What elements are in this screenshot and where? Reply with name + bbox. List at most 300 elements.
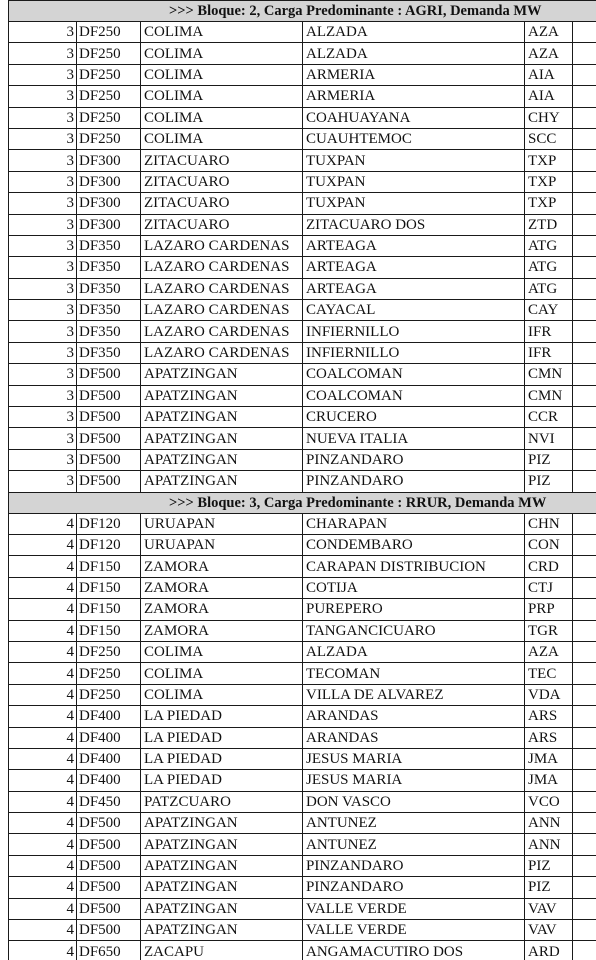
table-row [9,877,596,898]
table-row [9,513,596,534]
zone-name-cell: COLIMA [141,64,303,85]
zone-name-cell: LA PIEDAD [141,770,303,791]
division-code-cell: DF250 [77,663,141,684]
zone-name-cell: COLIMA [141,663,303,684]
division-code-cell: DF500 [77,364,141,385]
block-number-cell: 4 [9,599,77,620]
zone-name-cell: ZAMORA [141,599,303,620]
block-number-cell: 3 [9,342,77,363]
block-number-cell: 4 [9,620,77,641]
zone-name-cell: URUAPAN [141,534,303,555]
blank-cell [573,321,596,342]
division-code-cell: DF400 [77,770,141,791]
substation-name-cell: ANTUNEZ [303,813,525,834]
block-header-text: >>> Bloque: 2, Carga Predominante : AGRI, Demanda MW [9,1,596,22]
table-row [9,43,596,64]
table-row [9,663,596,684]
division-code-cell: DF250 [77,128,141,149]
division-code-cell: DF300 [77,214,141,235]
table-row [9,128,596,149]
zone-name-cell: APATZINGAN [141,385,303,406]
block-header-row [9,1,596,22]
substation-name-cell: ARTEAGA [303,257,525,278]
substation-code-cell: ARS [525,706,573,727]
division-code-cell: DF500 [77,855,141,876]
substation-code-cell: CHN [525,513,573,534]
blank-cell [573,449,596,470]
substation-name-cell: PINZANDARO [303,877,525,898]
table-row [9,941,596,960]
table-row [9,300,596,321]
block-number-cell: 4 [9,941,77,960]
zone-name-cell: APATZINGAN [141,449,303,470]
table-row [9,577,596,598]
substation-code-cell: VAV [525,898,573,919]
substation-name-cell: ARMERIA [303,86,525,107]
block-number-cell: 3 [9,428,77,449]
zone-name-cell: LAZARO CARDENAS [141,321,303,342]
substation-name-cell: JESUS MARIA [303,770,525,791]
blank-cell [573,941,596,960]
table-row [9,834,596,855]
zone-name-cell: APATZINGAN [141,855,303,876]
zone-name-cell: APATZINGAN [141,813,303,834]
substation-code-cell: JMA [525,748,573,769]
blank-cell [573,577,596,598]
substation-code-cell: AZA [525,641,573,662]
block-number-cell: 4 [9,770,77,791]
division-code-cell: DF250 [77,684,141,705]
zone-name-cell: LAZARO CARDENAS [141,300,303,321]
table-row [9,471,596,492]
substation-code-cell: JMA [525,770,573,791]
table-row [9,342,596,363]
blank-cell [573,641,596,662]
table-row [9,64,596,85]
table-row [9,684,596,705]
substation-code-cell: CHY [525,107,573,128]
table-row [9,150,596,171]
block-number-cell: 4 [9,877,77,898]
division-code-cell: DF250 [77,86,141,107]
zone-name-cell: COLIMA [141,107,303,128]
substation-code-cell: CON [525,534,573,555]
block-number-cell: 3 [9,407,77,428]
substation-name-cell: ARANDAS [303,727,525,748]
substation-code-cell: ARD [525,941,573,960]
block-header-row [9,492,596,513]
blank-cell [573,150,596,171]
substation-name-cell: COALCOMAN [303,364,525,385]
zone-name-cell: LA PIEDAD [141,706,303,727]
blank-cell [573,22,596,43]
division-code-cell: DF500 [77,407,141,428]
substation-code-cell: IFR [525,342,573,363]
blank-cell [573,64,596,85]
substation-code-cell: IFR [525,321,573,342]
substation-name-cell: ANGAMACUTIRO DOS [303,941,525,960]
table-row [9,214,596,235]
substation-code-cell: PIZ [525,877,573,898]
substation-code-cell: TXP [525,150,573,171]
zone-name-cell: ZAMORA [141,556,303,577]
zone-name-cell: PATZCUARO [141,791,303,812]
table-row [9,278,596,299]
substation-name-cell: ARTEAGA [303,278,525,299]
division-code-cell: DF350 [77,342,141,363]
substation-code-cell: PIZ [525,471,573,492]
zone-name-cell: APATZINGAN [141,407,303,428]
block-number-cell: 3 [9,193,77,214]
blank-cell [573,748,596,769]
substation-code-cell: CRD [525,556,573,577]
substation-name-cell: VILLA DE ALVAREZ [303,684,525,705]
zone-name-cell: APATZINGAN [141,834,303,855]
blank-cell [573,385,596,406]
block-number-cell: 3 [9,214,77,235]
block-number-cell: 4 [9,813,77,834]
zone-name-cell: APATZINGAN [141,898,303,919]
substation-name-cell: CRUCERO [303,407,525,428]
table-row [9,770,596,791]
substation-code-cell: PIZ [525,449,573,470]
substation-name-cell: ARTEAGA [303,235,525,256]
block-number-cell: 3 [9,235,77,256]
substation-name-cell: ARMERIA [303,64,525,85]
substation-name-cell: ZITACUARO DOS [303,214,525,235]
block-number-cell: 3 [9,43,77,64]
substation-name-cell: CAYACAL [303,300,525,321]
substation-name-cell: ALZADA [303,641,525,662]
block-number-cell: 4 [9,898,77,919]
substation-code-cell: ANN [525,834,573,855]
block-number-cell: 3 [9,150,77,171]
zone-name-cell: ZITACUARO [141,171,303,192]
substation-name-cell: PINZANDARO [303,471,525,492]
zone-name-cell: APATZINGAN [141,471,303,492]
table-row [9,364,596,385]
block-number-cell: 4 [9,684,77,705]
blank-cell [573,877,596,898]
blank-cell [573,834,596,855]
zone-name-cell: COLIMA [141,86,303,107]
division-code-cell: DF650 [77,941,141,960]
table-row [9,86,596,107]
zone-name-cell: ZAMORA [141,620,303,641]
zone-name-cell: LAZARO CARDENAS [141,278,303,299]
substation-name-cell: CARAPAN DISTRIBUCION [303,556,525,577]
division-code-cell: DF250 [77,64,141,85]
block-number-cell: 4 [9,706,77,727]
substation-code-cell: NVI [525,428,573,449]
block-number-cell: 3 [9,171,77,192]
substation-name-cell: PINZANDARO [303,449,525,470]
block-number-cell: 3 [9,364,77,385]
table-row [9,321,596,342]
block-number-cell: 4 [9,727,77,748]
table-row [9,855,596,876]
block-header-text: >>> Bloque: 3, Carga Predominante : RRUR, Demanda MW [9,492,596,513]
blank-cell [573,534,596,555]
division-code-cell: DF300 [77,193,141,214]
substation-name-cell: COAHUAYANA [303,107,525,128]
block-number-cell: 4 [9,663,77,684]
substation-name-cell: INFIERNILLO [303,342,525,363]
division-code-cell: DF500 [77,813,141,834]
division-code-cell: DF500 [77,834,141,855]
substation-name-cell: CONDEMBARO [303,534,525,555]
block-number-cell: 3 [9,278,77,299]
substation-name-cell: ARANDAS [303,706,525,727]
blank-cell [573,428,596,449]
substation-code-cell: ATG [525,278,573,299]
blank-cell [573,898,596,919]
block-number-cell: 4 [9,791,77,812]
block-number-cell: 4 [9,513,77,534]
substation-code-cell: VAV [525,920,573,941]
table-row [9,898,596,919]
block-number-cell: 3 [9,300,77,321]
table-body [9,1,596,960]
blank-cell [573,107,596,128]
table-row [9,791,596,812]
division-code-cell: DF300 [77,171,141,192]
blank-cell [573,620,596,641]
table-row [9,920,596,941]
block-number-cell: 4 [9,748,77,769]
blank-cell [573,86,596,107]
table-row [9,813,596,834]
division-code-cell: DF350 [77,278,141,299]
block-number-cell: 4 [9,920,77,941]
zone-name-cell: ZITACUARO [141,193,303,214]
block-number-cell: 4 [9,556,77,577]
division-code-cell: DF350 [77,321,141,342]
substation-name-cell: TUXPAN [303,193,525,214]
division-code-cell: DF500 [77,898,141,919]
division-code-cell: DF400 [77,748,141,769]
zone-name-cell: APATZINGAN [141,877,303,898]
division-code-cell: DF150 [77,620,141,641]
division-code-cell: DF120 [77,513,141,534]
block-number-cell: 3 [9,471,77,492]
blank-cell [573,920,596,941]
substation-name-cell: COALCOMAN [303,385,525,406]
blank-cell [573,663,596,684]
zone-name-cell: LA PIEDAD [141,748,303,769]
table-row [9,193,596,214]
substation-code-cell: CAY [525,300,573,321]
table-row [9,22,596,43]
blank-cell [573,407,596,428]
blank-cell [573,214,596,235]
division-code-cell: DF250 [77,43,141,64]
substation-code-cell: AZA [525,43,573,64]
blank-cell [573,770,596,791]
division-code-cell: DF400 [77,706,141,727]
zone-name-cell: COLIMA [141,684,303,705]
block-number-cell: 3 [9,22,77,43]
division-code-cell: DF250 [77,22,141,43]
block-number-cell: 4 [9,834,77,855]
substation-name-cell: TECOMAN [303,663,525,684]
zone-name-cell: COLIMA [141,22,303,43]
table-row [9,171,596,192]
substation-code-cell: ATG [525,235,573,256]
division-code-cell: DF120 [77,534,141,555]
substation-table [8,0,596,960]
table-row [9,641,596,662]
block-number-cell: 3 [9,128,77,149]
blank-cell [573,171,596,192]
substation-name-cell: VALLE VERDE [303,898,525,919]
substation-name-cell: TUXPAN [303,171,525,192]
substation-name-cell: ALZADA [303,22,525,43]
division-code-cell: DF250 [77,641,141,662]
substation-code-cell: TXP [525,171,573,192]
blank-cell [573,599,596,620]
division-code-cell: DF450 [77,791,141,812]
zone-name-cell: ZAMORA [141,577,303,598]
substation-code-cell: ARS [525,727,573,748]
substation-code-cell: TXP [525,193,573,214]
division-code-cell: DF500 [77,471,141,492]
block-number-cell: 3 [9,64,77,85]
blank-cell [573,128,596,149]
division-code-cell: DF150 [77,556,141,577]
blank-cell [573,193,596,214]
division-code-cell: DF350 [77,235,141,256]
table-row [9,556,596,577]
table-row [9,748,596,769]
division-code-cell: DF300 [77,150,141,171]
table-row [9,407,596,428]
substation-code-cell: AZA [525,22,573,43]
table-row [9,449,596,470]
substation-name-cell: TANGANCICUARO [303,620,525,641]
substation-code-cell: ATG [525,257,573,278]
division-code-cell: DF250 [77,107,141,128]
table-row [9,235,596,256]
division-code-cell: DF350 [77,300,141,321]
block-number-cell: 3 [9,321,77,342]
substation-name-cell: CHARAPAN [303,513,525,534]
division-code-cell: DF500 [77,877,141,898]
zone-name-cell: LAZARO CARDENAS [141,235,303,256]
substation-code-cell: AIA [525,64,573,85]
substation-name-cell: COTIJA [303,577,525,598]
substation-name-cell: INFIERNILLO [303,321,525,342]
substation-code-cell: VCO [525,791,573,812]
substation-code-cell: PRP [525,599,573,620]
blank-cell [573,342,596,363]
zone-name-cell: LAZARO CARDENAS [141,257,303,278]
blank-cell [573,278,596,299]
table-row [9,534,596,555]
blank-cell [573,235,596,256]
table-row [9,727,596,748]
division-code-cell: DF500 [77,428,141,449]
substation-code-cell: VDA [525,684,573,705]
substation-name-cell: JESUS MARIA [303,748,525,769]
zone-name-cell: ZITACUARO [141,214,303,235]
zone-name-cell: COLIMA [141,641,303,662]
substation-code-cell: CMN [525,385,573,406]
blank-cell [573,300,596,321]
block-number-cell: 4 [9,641,77,662]
substation-code-cell: ZTD [525,214,573,235]
zone-name-cell: APATZINGAN [141,428,303,449]
substation-name-cell: VALLE VERDE [303,920,525,941]
substation-name-cell: DON VASCO [303,791,525,812]
zone-name-cell: LAZARO CARDENAS [141,342,303,363]
block-number-cell: 4 [9,855,77,876]
blank-cell [573,257,596,278]
blank-cell [573,556,596,577]
zone-name-cell: URUAPAN [141,513,303,534]
zone-name-cell: LA PIEDAD [141,727,303,748]
zone-name-cell: APATZINGAN [141,920,303,941]
substation-name-cell: PINZANDARO [303,855,525,876]
zone-name-cell: COLIMA [141,43,303,64]
block-number-cell: 3 [9,449,77,470]
blank-cell [573,513,596,534]
block-number-cell: 4 [9,577,77,598]
zone-name-cell: ZACAPU [141,941,303,960]
table-row [9,428,596,449]
blank-cell [573,364,596,385]
substation-code-cell: AIA [525,86,573,107]
table-row [9,706,596,727]
division-code-cell: DF400 [77,727,141,748]
block-number-cell: 3 [9,86,77,107]
blank-cell [573,813,596,834]
table-row [9,385,596,406]
substation-name-cell: ANTUNEZ [303,834,525,855]
substation-name-cell: ALZADA [303,43,525,64]
zone-name-cell: COLIMA [141,128,303,149]
substation-code-cell: TEC [525,663,573,684]
substation-name-cell: NUEVA ITALIA [303,428,525,449]
substation-name-cell: PUREPERO [303,599,525,620]
table-row [9,620,596,641]
division-code-cell: DF500 [77,920,141,941]
substation-code-cell: CMN [525,364,573,385]
substation-name-cell: TUXPAN [303,150,525,171]
substation-name-cell: CUAUHTEMOC [303,128,525,149]
table-row [9,257,596,278]
blank-cell [573,43,596,64]
blank-cell [573,684,596,705]
division-code-cell: DF500 [77,449,141,470]
blank-cell [573,791,596,812]
substation-code-cell: TGR [525,620,573,641]
zone-name-cell: ZITACUARO [141,150,303,171]
block-number-cell: 4 [9,534,77,555]
block-number-cell: 3 [9,257,77,278]
table-row [9,107,596,128]
blank-cell [573,706,596,727]
substation-code-cell: CTJ [525,577,573,598]
table-row [9,599,596,620]
substation-code-cell: PIZ [525,855,573,876]
block-number-cell: 3 [9,107,77,128]
blank-cell [573,471,596,492]
blank-cell [573,855,596,876]
block-number-cell: 3 [9,385,77,406]
division-code-cell: DF500 [77,385,141,406]
substation-code-cell: CCR [525,407,573,428]
